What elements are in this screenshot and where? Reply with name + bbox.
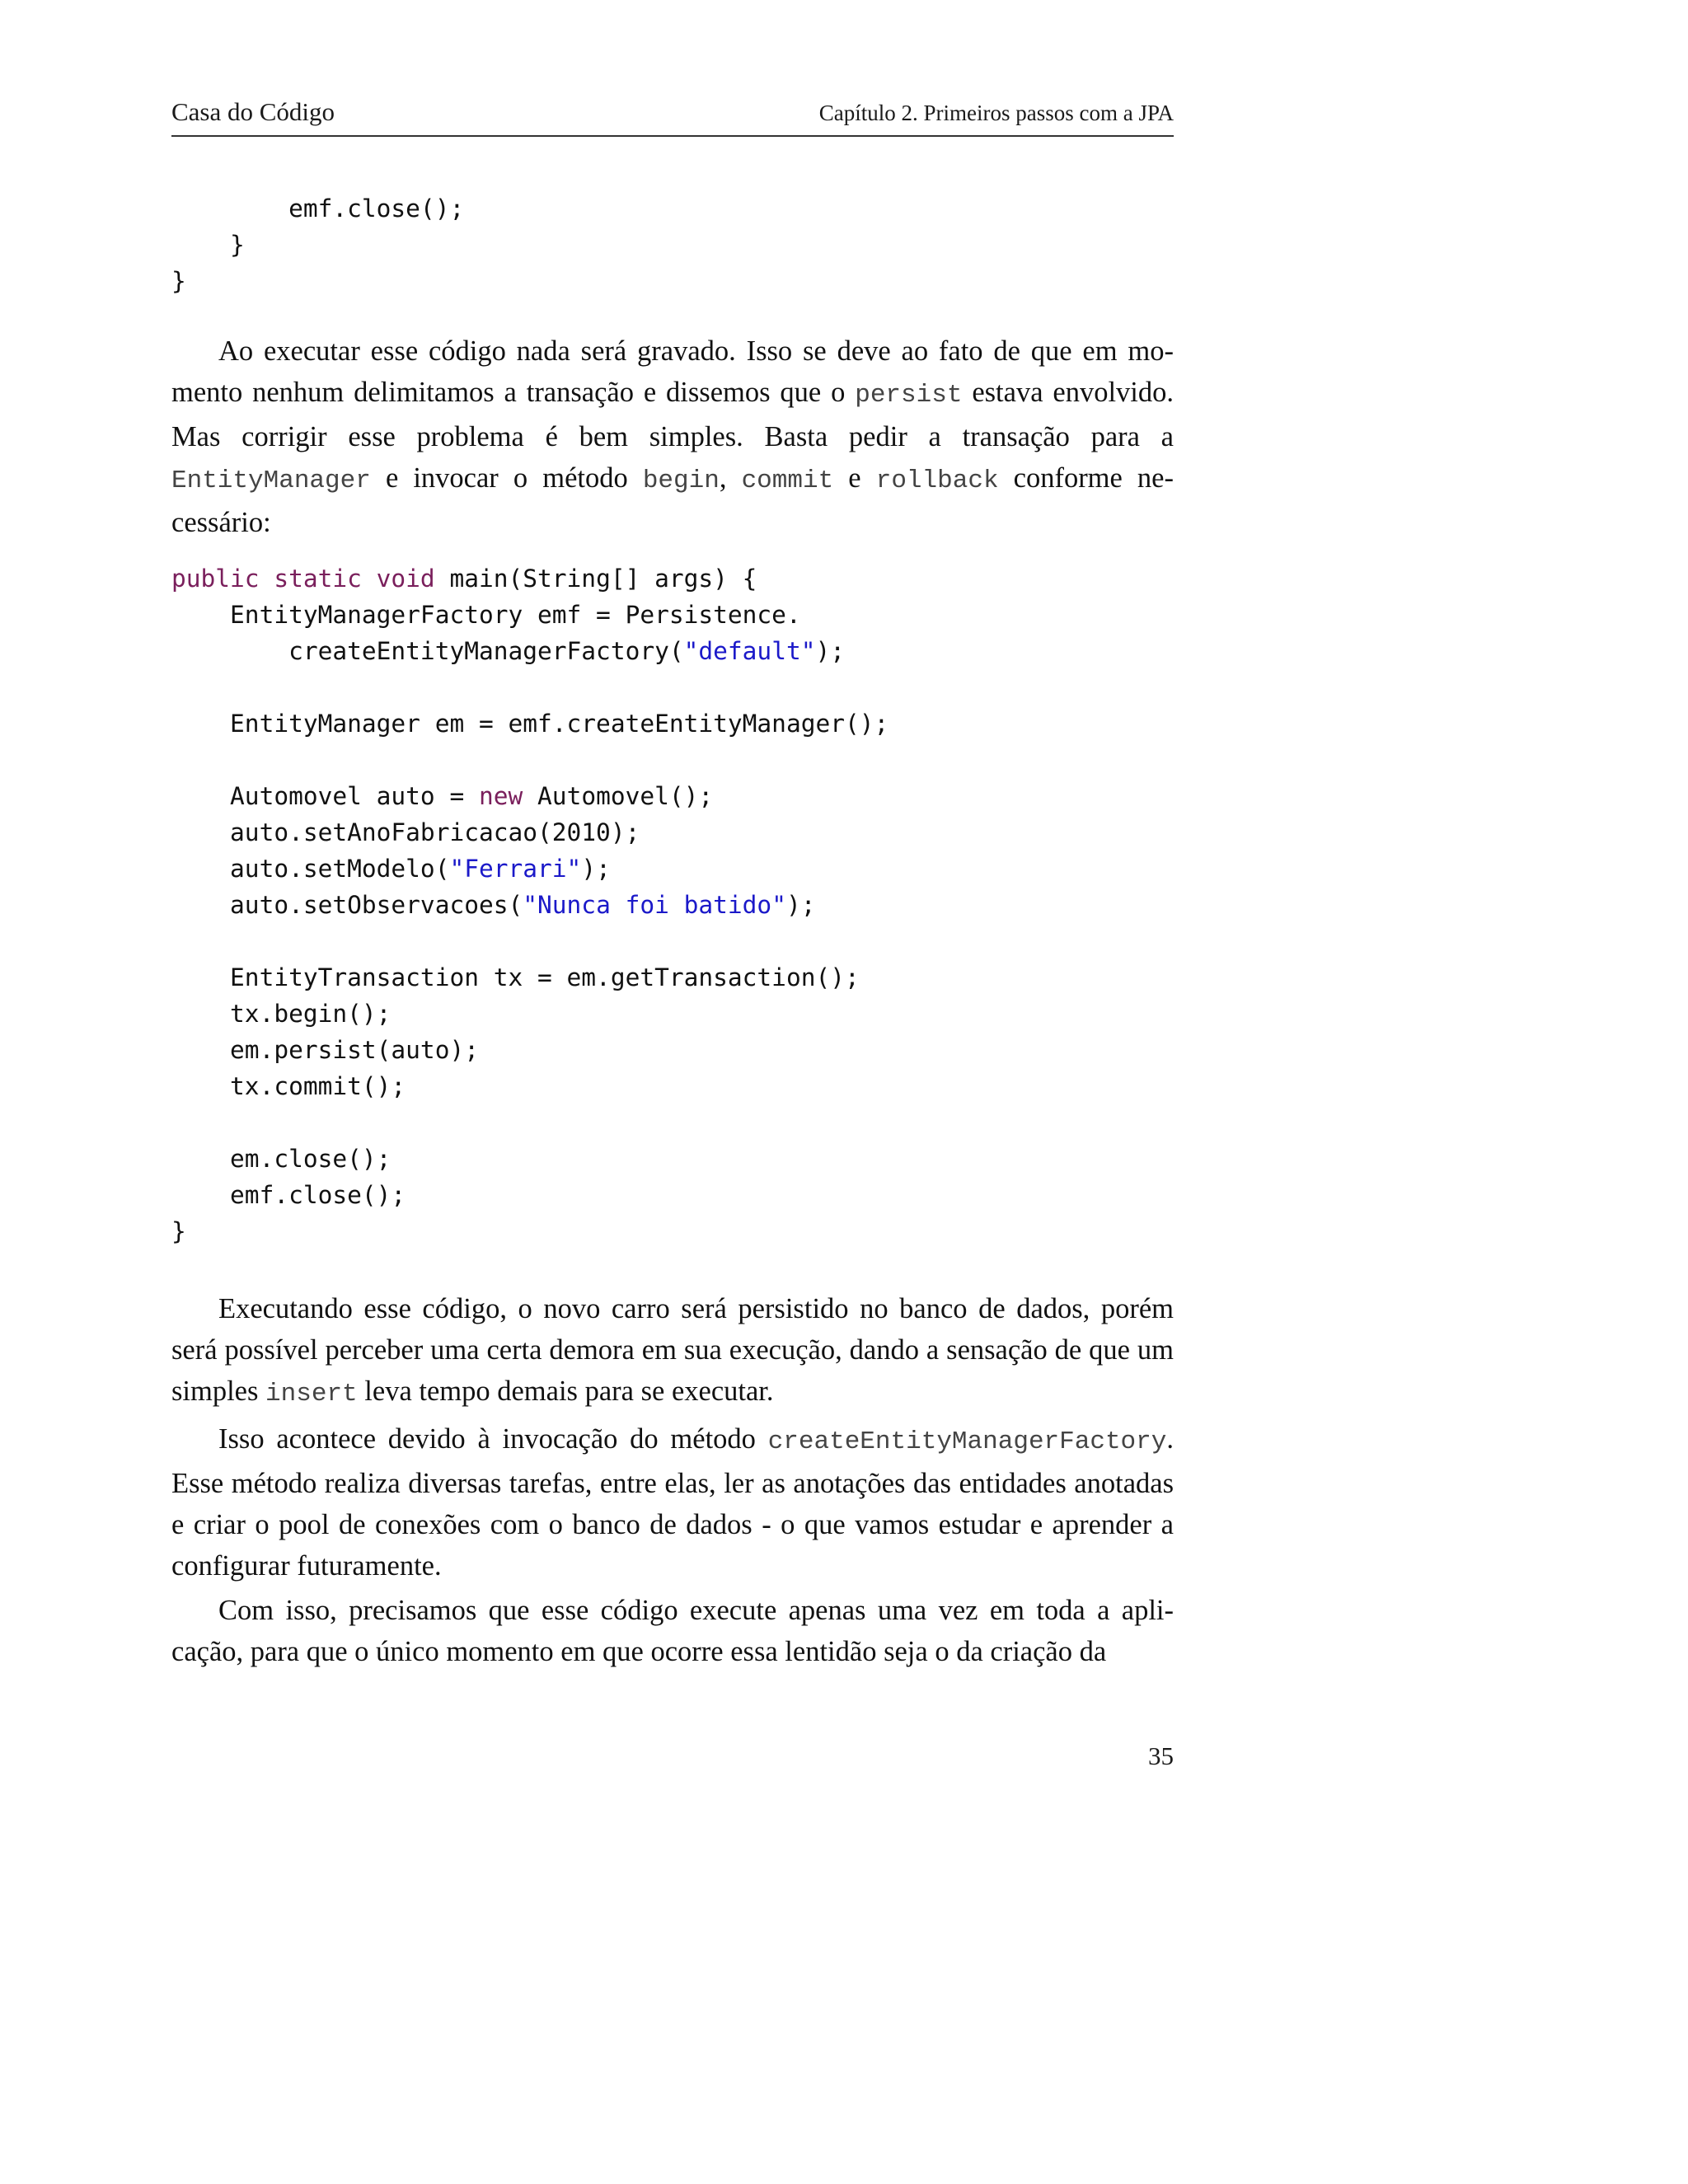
code-line: em.persist(auto);	[171, 1036, 479, 1064]
code-line: auto.setAnoFabricacao(2010);	[171, 818, 640, 846]
paragraph-2	[171, 1288, 1174, 1415]
code-blank-line	[171, 669, 889, 705]
inline-code-commit: commit	[741, 466, 834, 495]
code-line	[171, 851, 889, 887]
code-line: em.close();	[171, 1145, 392, 1173]
code-token: );	[815, 637, 846, 665]
text-run: conforme necessário:	[171, 462, 1174, 538]
code-token: auto.setObservacoes(	[171, 891, 523, 919]
code-token: createEntityManagerFactory(	[171, 637, 684, 665]
code-string: "Ferrari"	[449, 855, 582, 883]
inline-code-begin: begin	[642, 466, 720, 495]
body-text-lower	[171, 1288, 1174, 1672]
code-token: main(String[] args) {	[434, 565, 757, 593]
code-line	[171, 633, 889, 669]
inline-code-rollback: rollback	[875, 466, 999, 495]
page-number: 35	[1148, 1741, 1174, 1770]
text-run: ,	[719, 462, 742, 494]
code-token: Automovel();	[523, 782, 714, 810]
text-run: Executando esse código, o novo carro será persistido no banco de dados, porém será possível perceber uma certa demora em sua execução, dando a sensação de que um simples	[171, 1293, 1174, 1407]
code-line: emf.close();	[171, 1181, 406, 1209]
code-token: Automovel auto =	[171, 782, 479, 810]
paragraph-3	[171, 1418, 1174, 1586]
code-string: "default"	[683, 637, 816, 665]
code-line	[171, 887, 889, 923]
text-run: Com isso, precisamos que esse código execute apenas uma vez em toda a aplicação, para que o único momento em que ocorre essa lentidão seja o da criação da	[171, 1595, 1174, 1667]
code-block-top	[171, 190, 464, 299]
text-run: e	[833, 462, 876, 494]
code-line: tx.commit();	[171, 1072, 406, 1100]
code-keyword: public static void	[171, 565, 435, 593]
code-line	[171, 778, 889, 814]
text-run: Isso acontece devido à invocação do método	[218, 1423, 768, 1455]
code-blank-line	[171, 1104, 889, 1141]
code-line: }	[171, 231, 245, 259]
publisher-name: Casa do Código	[171, 97, 335, 126]
inline-code-persist: persist	[855, 381, 963, 410]
text-run: . Esse método realiza diversas tarefas, entre elas, ler as anotações das entidades anotadas e criar o pool de conexões com o banco de dados - o que vamos estudar e aprender a configurar futuramente.	[171, 1423, 1174, 1582]
inline-code-createentitymanagerfactory: createEntityManagerFactory	[767, 1427, 1167, 1456]
code-token: auto.setModelo(	[171, 855, 450, 883]
code-line	[171, 560, 889, 597]
code-line: }	[171, 1217, 186, 1245]
code-line: emf.close();	[171, 194, 465, 223]
text-run: estava envolvido. Mas corrigir esse problema é bem simples. Basta pedir a transação para a	[171, 377, 1174, 452]
code-string: "Nunca foi batido"	[523, 891, 786, 919]
paragraph-1-text	[171, 330, 1174, 543]
code-keyword: new	[478, 782, 523, 810]
code-token: );	[581, 855, 611, 883]
paragraph-4	[171, 1590, 1174, 1672]
text-run: Ao executar esse código nada será gravado. Isso se deve ao fato de que em momento nenhum delimitamos a transação e dissemos que o	[171, 335, 1174, 408]
code-line: EntityManagerFactory emf = Persistence.	[171, 601, 801, 629]
code-line: EntityManager em = emf.createEntityManager();	[171, 710, 889, 738]
text-run: leva tempo demais para se executar.	[357, 1376, 774, 1407]
chapter-title: Capítulo 2. Primeiros passos com a JPA	[818, 101, 1174, 125]
code-blank-line	[171, 742, 889, 778]
code-line: EntityTransaction tx = em.getTransaction();	[171, 963, 860, 991]
code-line: }	[171, 267, 186, 295]
code-blank-line	[171, 923, 889, 959]
running-header	[171, 97, 1174, 137]
code-token: );	[785, 891, 816, 919]
code-line: tx.begin();	[171, 1000, 392, 1028]
inline-code-insert: insert	[265, 1380, 358, 1408]
code-block-main	[171, 560, 889, 1249]
text-run: e invocar o método	[370, 462, 643, 494]
paragraph-1	[171, 330, 1174, 543]
inline-code-entitymanager: EntityManager	[171, 466, 371, 495]
